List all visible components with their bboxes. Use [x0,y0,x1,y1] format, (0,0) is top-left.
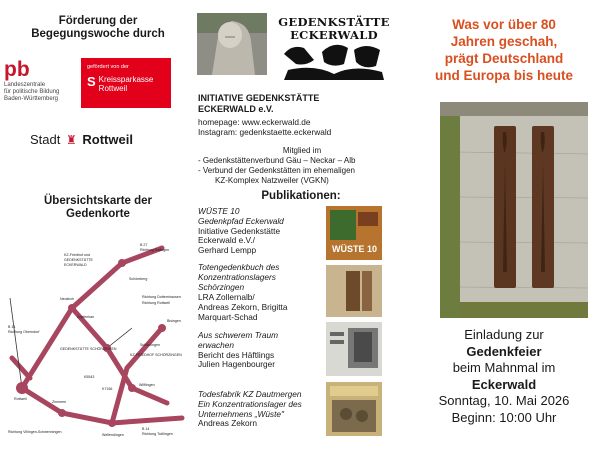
book-cover-aus-schwerem-traum [326,322,382,376]
svg-text:Richtung Tuttlingen: Richtung Tuttlingen [142,432,173,436]
svg-text:ECKERWALD: ECKERWALD [64,263,87,267]
publication-item: Totengedenkbuch des Konzentrationslagers Schörzingen LRA Zollernalb/ Andreas Zekorn, Brigitta Marquart-Schad [198,262,288,322]
stadt-rottweil-logo: Stadt ♜ Rottweil [30,132,133,147]
map-marker-wilflingen [128,384,136,392]
svg-text:WÜSTE 10: WÜSTE 10 [332,244,378,254]
eagle-icon: ♜ [65,133,77,147]
map-marker-neukirch [68,304,76,312]
instagram-link[interactable]: Instagram: gedenkstaette.eckerwald [198,127,332,137]
svg-text:K5543: K5543 [84,375,95,379]
svg-text:B 27: B 27 [140,243,148,247]
homepage-link[interactable]: homepage: www.eckerwald.de [198,117,311,127]
sponsor-heading: Förderung der Begegungswoche durch [31,15,165,40]
svg-text:Schörzingen: Schörzingen [140,343,160,347]
map-marker-rottweil [16,382,28,394]
memorial-photo [440,102,588,318]
cover-headline: Was vor über 80 Jahren geschah, prägt Deutschland und Europa bis heute [434,17,573,83]
map-marker-zimmern [58,409,66,417]
svg-text:Richtung Rottweil: Richtung Rottweil [142,301,170,305]
svg-text:KZ-Friedhof und: KZ-Friedhof und [64,253,90,257]
svg-text:GEDENKSTÄTTE: GEDENKSTÄTTE [64,258,93,262]
contact-info [198,117,331,137]
map-marker-wellendingen [108,419,116,427]
svg-text:Bisingen: Bisingen [167,319,181,323]
svg-text:Wellendingen: Wellendingen [102,433,124,437]
svg-text:Richtung Villingen-Schwenninge: Richtung Villingen-Schwenningen [8,430,62,434]
lpb-logo [4,60,74,103]
svg-text:Richtung Dotternhausen: Richtung Dotternhausen [142,295,181,299]
svg-text:Zepfenhan: Zepfenhan [77,315,95,319]
svg-text:Neukirch: Neukirch [60,297,75,301]
map-heading: Übersichtskarte der Gedenkorte [43,195,153,220]
membership-block: Mitglied im - Gedenkstättenverbund Gäu – Neckar – Alb - Verbund der Gedenkstätten im ehemaligen KZ-Komplex Natzweiler (VGKN) [198,146,356,185]
svg-text:B 14: B 14 [142,427,150,431]
publication-item: Todesfabrik KZ Dautmergen Ein Konzentrationslager des Unternehmens „Wüste" Andreas Zekorn [198,389,302,429]
lpb-logo-text: Landeszentrale für politische Bildung Baden-Württemberg [4,82,60,102]
svg-text:KZ-FRIEDHOF SCHÖRZINGEN: KZ-FRIEDHOF SCHÖRZINGEN [130,353,182,357]
svg-text:K7156: K7156 [102,387,113,391]
lpb-logo-mark: pb [4,58,30,81]
book-cover-wueste10 [326,206,382,260]
publications-heading: Publikationen: [261,190,341,202]
organisation-name: INITIATIVE GEDENKSTÄTTE ECKERWALD e.V. [198,93,320,114]
svg-text:Richtung Balingen: Richtung Balingen [140,248,170,252]
svg-text:Richtung Oberndorf: Richtung Oberndorf [8,330,40,334]
sparkasse-s-icon: S [87,74,96,89]
svg-text:Wilflingen: Wilflingen [139,383,155,387]
gedenkstaette-eckerwald-logo: GEDENKSTÄTTE ECKERWALD [273,13,393,83]
memorial-sculpture-photo [197,13,267,75]
svg-text:Schömberg: Schömberg [129,277,148,281]
publication-item: WÜSTE 10 Gedenkpfad Eckerwald Initiative Gedenkstätte Eckerwald e.V./ Gerhard Lempp [198,206,284,256]
kreissparkasse-logo: gefördert von der S Kreissparkasse Rottweil [81,58,171,108]
book-cover-todesfabrik [326,382,382,436]
map-marker-schomberg [118,259,126,267]
publication-item: Aus schwerem Traum erwachen Bericht des Häftlings Julien Hagenbourger [198,330,279,370]
svg-text:Rottweil: Rottweil [14,397,27,401]
book-cover-totengedenkbuch [326,265,382,317]
invitation-block: Einladung zur Gedenkfeier beim Mahnmal im Eckerwald Sonntag, 10. Mai 2026 Beginn: 10:00 Uhr [438,327,570,425]
overview-map [2,238,192,438]
svg-text:B 14: B 14 [8,325,16,329]
svg-text:GEDENKSTÄTTE SCHÖRZINGEN: GEDENKSTÄTTE SCHÖRZINGEN [60,347,117,351]
svg-text:Zimmern: Zimmern [52,400,67,404]
map-marker-bisingen [158,324,166,332]
